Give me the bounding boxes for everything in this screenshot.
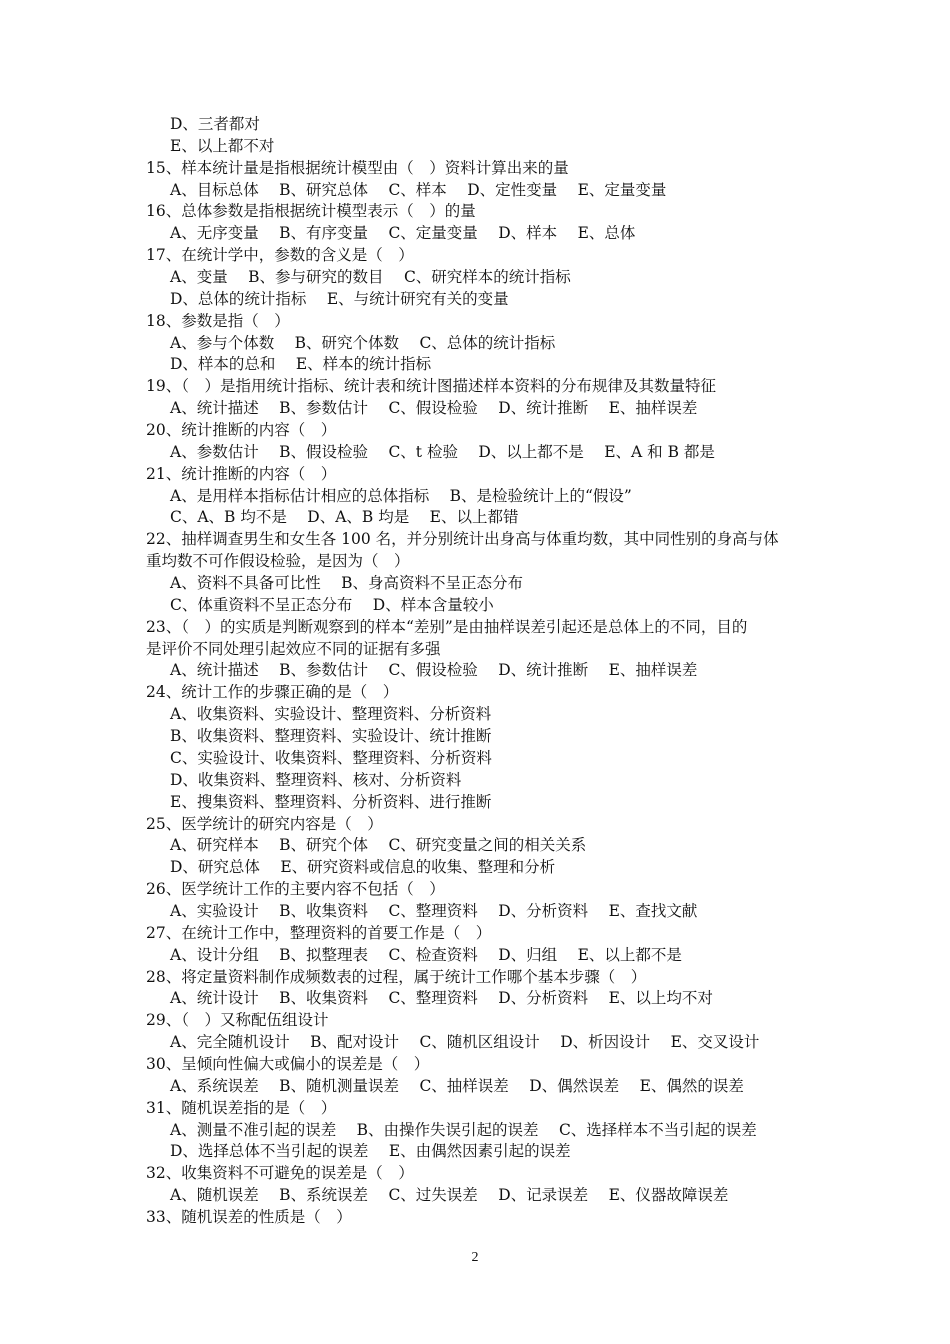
question-line: 25、医学统计的研究内容是（ ） xyxy=(146,814,383,833)
option-line: A、目标总体 B、研究总体 C、样本 D、定性变量 E、定量变量 xyxy=(170,180,667,199)
option-line: A、统计设计 B、收集资料 C、整理资料 D、分析资料 E、以上均不对 xyxy=(170,989,713,1008)
option-line: A、统计描述 B、参数估计 C、假设检验 D、统计推断 E、抽样误差 xyxy=(170,399,698,418)
question-line: 19、（ ）是指用统计指标、统计表和统计图描述样本资料的分布规律及其数量特征 xyxy=(146,377,716,396)
question-line: 21、统计推断的内容（ ） xyxy=(146,464,337,483)
option-line: A、是用样本指标估计相应的总体指标 B、是检验统计上的“假设” xyxy=(170,486,632,505)
question-line: 23、（ ）的实质是判断观察到的样本“差别”是由抽样误差引起还是总体上的不同，目的 xyxy=(146,617,748,636)
option-line: A、研究样本 B、研究个体 C、研究变量之间的相关关系 xyxy=(170,836,587,855)
option-line: D、选择总体不当引起的误差 E、由偶然因素引起的误差 xyxy=(170,1142,571,1161)
option-line: D、研究总体 E、研究资料或信息的收集、整理和分析 xyxy=(170,858,556,877)
question-line: 22、抽样调查男生和女生各 100 名，并分别统计出身高与体重均数，其中同性别的身高与体 xyxy=(146,530,779,549)
option-line: A、统计描述 B、参数估计 C、假设检验 D、统计推断 E、抽样误差 xyxy=(170,661,698,680)
option-line: A、完全随机设计 B、配对设计 C、随机区组设计 D、析因设计 E、交叉设计 xyxy=(170,1033,760,1052)
question-line: 24、统计工作的步骤正确的是（ ） xyxy=(146,683,399,702)
question-line: 33、随机误差的性质是（ ） xyxy=(146,1207,352,1226)
option-line: A、测量不准引起的误差 B、由操作失误引起的误差 C、选择样本不当引起的误差 xyxy=(170,1120,757,1139)
question-line: 16、总体参数是指根据统计模型表示（ ）的量 xyxy=(146,202,476,221)
question-line: 20、统计推断的内容（ ） xyxy=(146,421,337,440)
question-line: 32、收集资料不可避免的误差是（ ） xyxy=(146,1164,414,1183)
option-line: A、收集资料、实验设计、整理资料、分析资料 xyxy=(170,705,492,724)
option-line: A、变量 B、参与研究的数目 C、研究样本的统计指标 xyxy=(170,268,571,287)
option-line: A、资料不具备可比性 B、身高资料不呈正态分布 xyxy=(170,574,524,593)
option-line: A、无序变量 B、有序变量 C、定量变量 D、样本 E、总体 xyxy=(170,224,636,243)
question-list xyxy=(146,114,826,1229)
option-line: D、三者都对 xyxy=(170,115,260,133)
option-line: A、设计分组 B、拟整理表 C、检查资料 D、归组 E、以上都不是 xyxy=(170,945,682,964)
option-line: B、收集资料、整理资料、实验设计、统计推断 xyxy=(170,727,492,746)
option-line: A、实验设计 B、收集资料 C、整理资料 D、分析资料 E、查找文献 xyxy=(170,901,698,920)
option-line: A、参与个体数 B、研究个体数 C、总体的统计指标 xyxy=(170,333,556,352)
option-line: D、总体的统计指标 E、与统计研究有关的变量 xyxy=(170,289,509,308)
question-line: 是评价不同处理引起效应不同的证据有多强 xyxy=(146,639,441,658)
question-line: 30、呈倾向性偏大或偏小的误差是（ ） xyxy=(146,1054,430,1073)
question-line: 15、样本统计量是指根据统计模型由（ ）资料计算出来的量 xyxy=(146,158,569,177)
option-line: A、系统误差 B、随机测量误差 C、抽样误差 D、偶然误差 E、偶然的误差 xyxy=(170,1076,744,1095)
question-line: 31、随机误差指的是（ ） xyxy=(146,1098,337,1117)
option-line: A、随机误差 B、系统误差 C、过失误差 D、记录误差 E、仪器故障误差 xyxy=(170,1186,729,1205)
question-line: 27、在统计工作中，整理资料的首要工作是（ ） xyxy=(146,923,492,942)
question-line: 17、在统计学中，参数的含义是（ ） xyxy=(146,246,414,265)
question-line: 重均数不可作假设检验，是因为（ ） xyxy=(146,552,410,571)
question-line: 29、（ ）又称配伍组设计 xyxy=(146,1011,329,1030)
option-line: D、收集资料、整理资料、核对、分析资料 xyxy=(170,770,462,789)
option-line: E、以上都不对 xyxy=(170,136,275,155)
option-line: E、搜集资料、整理资料、分析资料、进行推断 xyxy=(170,792,492,811)
option-line: D、样本的总和 E、样本的统计指标 xyxy=(170,355,432,374)
question-line: 26、医学统计工作的主要内容不包括（ ） xyxy=(146,880,445,899)
question-line: 18、参数是指（ ） xyxy=(146,311,290,330)
option-line: C、体重资料不呈正态分布 D、样本含量较小 xyxy=(170,595,494,614)
page-number: 2 xyxy=(471,1250,479,1265)
option-line: A、参数估计 B、假设检验 C、t 检验 D、以上都不是 E、A 和 B 都是 xyxy=(170,442,715,461)
option-line: C、A、B 均不是 D、A、B 均是 E、以上都错 xyxy=(170,508,519,527)
question-line: 28、将定量资料制作成频数表的过程，属于统计工作哪个基本步骤（ ） xyxy=(146,967,647,986)
option-line: C、实验设计、收集资料、整理资料、分析资料 xyxy=(170,748,492,767)
